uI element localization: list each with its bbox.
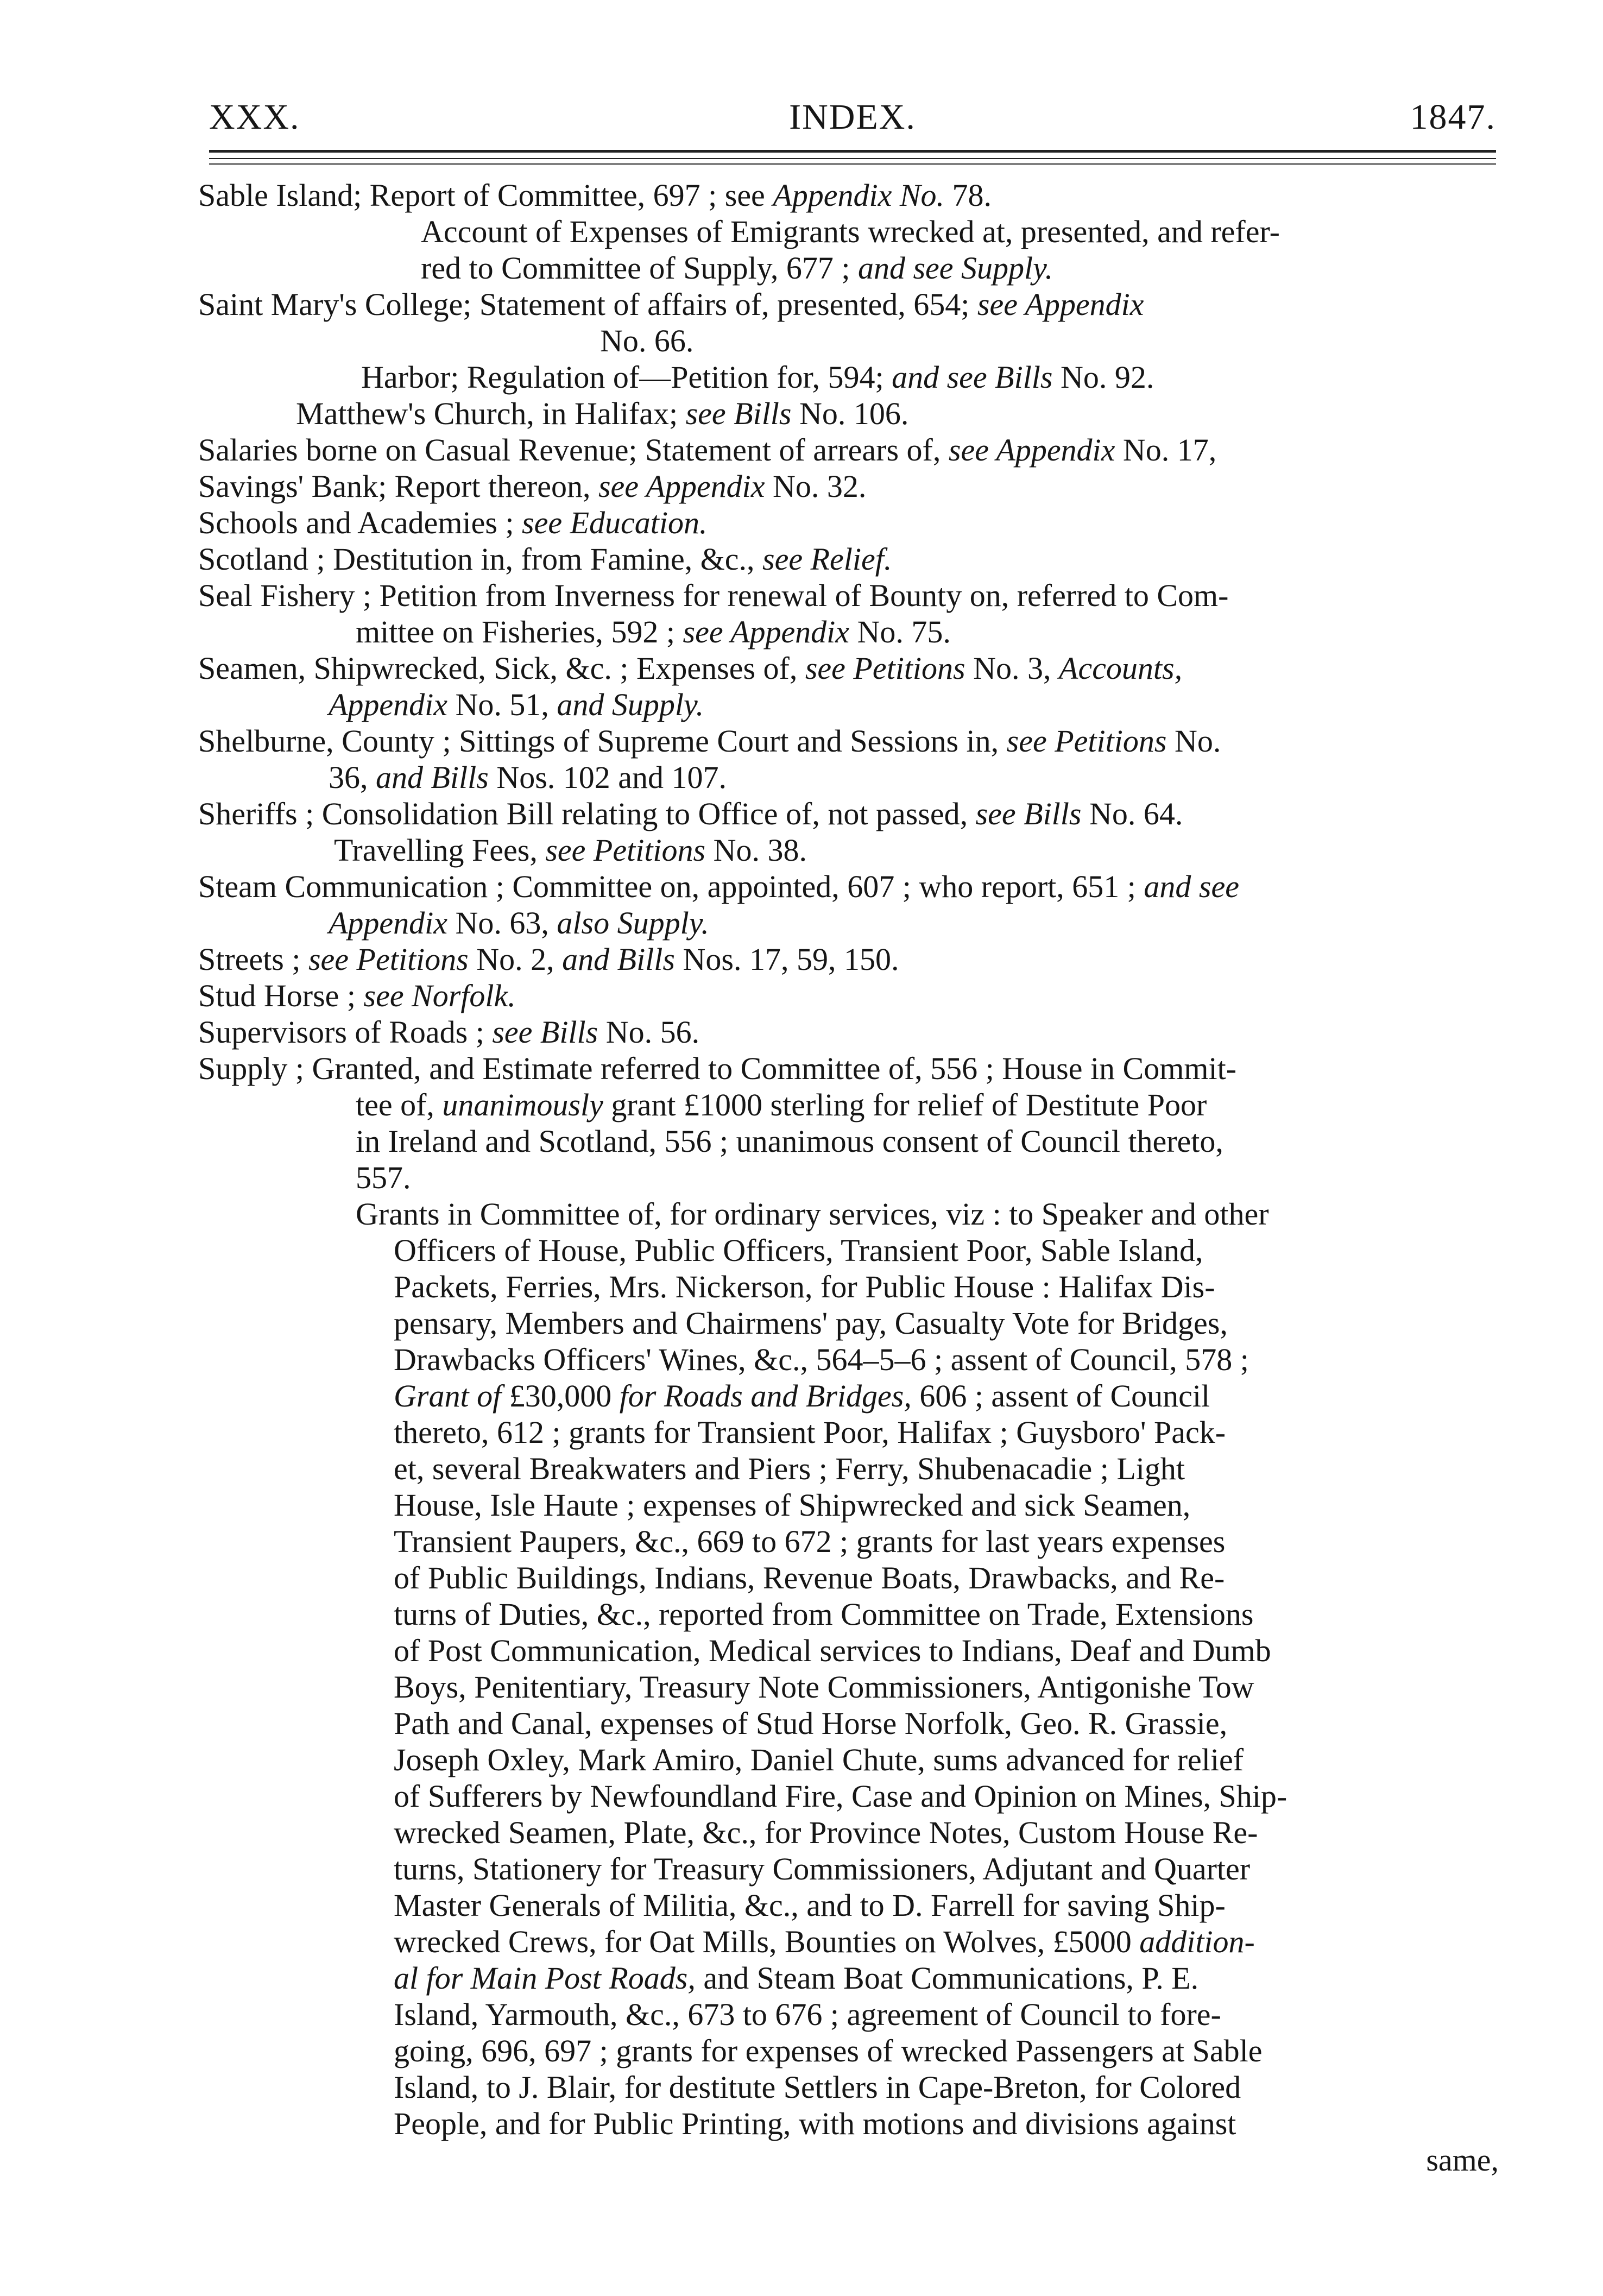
index-line: [198, 177, 1499, 213]
italic-reference: and Bills: [376, 760, 489, 795]
italic-reference: see Appendix: [948, 432, 1115, 468]
entry-text: Sheriffs ; Consolidation Bill relating to Office of, not passed,: [198, 796, 976, 831]
entry-text: Steam Communication ; Committee on, appointed, 607 ; who report, 651 ;: [198, 869, 1144, 904]
italic-reference: see Petitions: [308, 942, 469, 977]
entry-text: 606 ; assent of Council: [911, 1378, 1210, 1414]
index-line: [198, 2033, 1499, 2069]
entry-text: Harbor; Regulation of—Petition for, 594;: [361, 359, 892, 395]
index-line: [198, 941, 1499, 977]
entry-text: Supervisors of Roads ;: [198, 1014, 493, 1050]
entry-text: turns of Duties, &c., reported from Committee on Trade, Extensions: [394, 1597, 1254, 1632]
page-title: INDEX.: [789, 97, 916, 137]
index-line: [198, 2105, 1499, 2142]
entry-text: tee of,: [356, 1087, 443, 1122]
entry-text: No. 63,: [447, 905, 557, 941]
entry-text: and Steam Boat Communications, P. E.: [695, 1960, 1199, 1996]
entry-text: Nos. 102 and 107.: [488, 760, 727, 795]
entry-text: No. 51,: [447, 687, 557, 722]
entry-text: No. 66.: [600, 323, 694, 358]
index-line: [198, 2142, 1499, 2178]
index-line: [198, 323, 1499, 359]
entry-text: Path and Canal, expenses of Stud Horse Norfolk, Geo. R. Grassie,: [394, 1706, 1228, 1741]
index-line: [198, 1050, 1499, 1087]
index-line: [198, 504, 1499, 541]
entry-text: pensary, Members and Chairmens' pay, Casualty Vote for Bridges,: [394, 1305, 1228, 1341]
index-line: [198, 2069, 1499, 2105]
index-entries: [198, 177, 1499, 2178]
index-line: [198, 1669, 1499, 1705]
index-line: [198, 468, 1499, 504]
page-number: XXX.: [209, 97, 300, 137]
entry-text: Sable Island; Report of Committee, 697 ; see: [198, 178, 773, 213]
entry-text: Matthew's Church, in Halifax;: [296, 396, 686, 431]
index-line: [198, 796, 1499, 832]
index-line: [198, 286, 1499, 323]
index-line: [198, 1414, 1499, 1450]
index-line: [198, 1196, 1499, 1232]
index-line: [198, 1269, 1499, 1305]
entry-text: No. 2,: [468, 942, 563, 977]
entry-text: No. 32.: [765, 469, 867, 504]
index-line: [198, 1305, 1499, 1341]
entry-text: Master Generals of Militia, &c., and to D. Farrell for saving Ship-: [394, 1888, 1226, 1923]
italic-reference: see Petitions: [545, 832, 706, 868]
entry-text: No. 3,: [965, 651, 1059, 686]
index-line: [198, 723, 1499, 759]
italic-reference: also Supply.: [557, 905, 709, 941]
index-line: [198, 1014, 1499, 1050]
index-line: [198, 686, 1499, 723]
italic-reference: see Appendix: [977, 287, 1144, 322]
index-line: [198, 250, 1499, 286]
entry-text: of Public Buildings, Indians, Revenue Boats, Drawbacks, and Re-: [394, 1560, 1225, 1595]
italic-reference: see Bills: [492, 1014, 598, 1050]
entry-text: No. 38.: [705, 832, 807, 868]
index-line: [198, 1814, 1499, 1851]
index-line: [198, 1851, 1499, 1887]
entry-text: Supply ; Granted, and Estimate referred to Committee of, 556 ; House in Commit-: [198, 1051, 1237, 1086]
entry-text: wrecked Crews, for Oat Mills, Bounties on Wolves, £5000: [394, 1924, 1140, 1959]
header-rule: [209, 158, 1496, 159]
entry-text: Travelling Fees,: [334, 832, 546, 868]
index-line: [198, 614, 1499, 650]
index-line: [198, 1378, 1499, 1414]
entry-text: No. 64.: [1081, 796, 1183, 831]
entry-text: Shelburne, County ; Sittings of Supreme Court and Sessions in,: [198, 723, 1007, 759]
entry-text: Boys, Penitentiary, Treasury Note Commissioners, Antigonishe Tow: [394, 1669, 1254, 1705]
entry-text: People, and for Public Printing, with motions and divisions against: [394, 2106, 1236, 2141]
entry-text: wrecked Seamen, Plate, &c., for Province Notes, Custom House Re-: [394, 1815, 1258, 1850]
entry-text: Officers of House, Public Officers, Transient Poor, Sable Island,: [394, 1233, 1203, 1268]
index-line: [198, 1450, 1499, 1487]
index-line: [198, 1087, 1499, 1123]
italic-reference: see Appendix: [683, 614, 850, 649]
italic-reference: see Bills: [975, 796, 1082, 831]
entry-text: House, Isle Haute ; expenses of Shipwrecked and sick Seamen,: [394, 1487, 1191, 1523]
entry-text: Stud Horse ;: [198, 978, 364, 1013]
index-line: [198, 1705, 1499, 1742]
entry-text: et, several Breakwaters and Piers ; Ferry, Shubenacadie ; Light: [394, 1451, 1185, 1486]
italic-reference: see Education.: [522, 505, 708, 540]
italic-reference: addition-: [1139, 1924, 1255, 1959]
index-line: [198, 541, 1499, 577]
entry-text: Seamen, Shipwrecked, Sick, &c. ; Expenses of,: [198, 651, 805, 686]
index-line: [198, 1923, 1499, 1960]
entry-text: of Sufferers by Newfoundland Fire, Case and Opinion on Mines, Ship-: [394, 1778, 1288, 1814]
italic-reference: see Bills: [685, 396, 792, 431]
index-line: [198, 1742, 1499, 1778]
italic-reference: and see Bills: [892, 359, 1053, 395]
entry-text: in Ireland and Scotland, 556 ; unanimous consent of Council thereto,: [356, 1124, 1223, 1159]
header-rule: [209, 150, 1496, 153]
entry-text: Grants in Committee of, for ordinary services, viz : to Speaker and other: [356, 1196, 1269, 1232]
italic-reference: Accounts,: [1059, 651, 1183, 686]
entry-text: No. 92.: [1052, 359, 1154, 395]
index-line: [198, 832, 1499, 868]
entry-text: 557.: [356, 1160, 411, 1195]
entry-text: Scotland ; Destitution in, from Famine, &c.,: [198, 541, 763, 577]
entry-text: Joseph Oxley, Mark Amiro, Daniel Chute, sums advanced for relief: [394, 1742, 1244, 1777]
entry-text: No. 75.: [849, 614, 951, 649]
entry-text: Seal Fishery ; Petition from Inverness for renewal of Bounty on, referred to Com-: [198, 578, 1229, 613]
italic-reference: Appendix No.: [773, 178, 945, 213]
index-line: [198, 977, 1499, 1014]
entry-text: turns, Stationery for Treasury Commissioners, Adjutant and Quarter: [394, 1851, 1251, 1887]
index-line: [198, 1778, 1499, 1814]
entry-text: No. 106.: [791, 396, 909, 431]
index-line: [198, 1596, 1499, 1632]
entry-text: No.: [1166, 723, 1221, 759]
index-line: [198, 1996, 1499, 2033]
index-line: [198, 1487, 1499, 1523]
entry-text: 78.: [944, 178, 992, 213]
running-header: [209, 97, 1496, 140]
entry-text: going, 696, 697 ; grants for expenses of wrecked Passengers at Sable: [394, 2033, 1263, 2068]
italic-reference: see Norfolk.: [363, 978, 516, 1013]
entry-text: Saint Mary's College; Statement of affairs of, presented, 654;: [198, 287, 977, 322]
entry-text: thereto, 612 ; grants for Transient Poor, Halifax ; Guysboro' Pack-: [394, 1415, 1226, 1450]
italic-reference: see Petitions: [1006, 723, 1167, 759]
index-line: [198, 1523, 1499, 1560]
index-line: [198, 359, 1499, 395]
index-line: [198, 1341, 1499, 1378]
italic-reference: al for Main Post Roads,: [394, 1960, 696, 1996]
index-line: [198, 1159, 1499, 1196]
italic-reference: Appendix: [329, 687, 448, 722]
entry-text: Savings' Bank; Report thereon,: [198, 469, 598, 504]
index-line: [198, 213, 1499, 250]
entry-text: Transient Paupers, &c., 669 to 672 ; grants for last years expenses: [394, 1524, 1226, 1559]
index-line: [198, 650, 1499, 686]
entry-text: Drawbacks Officers' Wines, &c., 564–5–6 ; assent of Council, 578 ;: [394, 1342, 1249, 1377]
italic-reference: and Supply.: [557, 687, 704, 722]
entry-text: Packets, Ferries, Mrs. Nickerson, for Public House : Halifax Dis-: [394, 1269, 1215, 1304]
index-line: [198, 1960, 1499, 1996]
entry-text: 36,: [329, 760, 376, 795]
index-line: [198, 1887, 1499, 1923]
index-line: [198, 1560, 1499, 1596]
italic-reference: and see Supply.: [857, 250, 1053, 286]
entry-text: of Post Communication, Medical services to Indians, Deaf and Dumb: [394, 1633, 1271, 1668]
index-line: [198, 432, 1499, 468]
entry-text: £30,000: [501, 1378, 620, 1414]
index-line: [198, 905, 1499, 941]
italic-reference: Grant of: [394, 1378, 502, 1414]
index-line: [198, 1232, 1499, 1269]
index-line: [198, 868, 1499, 905]
entry-text: Account of Expenses of Emigrants wrecked at, presented, and refer-: [421, 214, 1280, 249]
italic-reference: see Appendix: [598, 469, 765, 504]
index-line: [198, 1632, 1499, 1669]
index-line: [198, 1123, 1499, 1159]
year: 1847.: [1410, 97, 1496, 137]
entry-text: Island, Yarmouth, &c., 673 to 676 ; agreement of Council to fore-: [394, 1997, 1221, 2032]
index-line: [198, 577, 1499, 614]
italic-reference: and see: [1144, 869, 1239, 904]
italic-reference: for Roads and Bridges,: [619, 1378, 912, 1414]
index-line: [198, 759, 1499, 796]
italic-reference: and Bills: [562, 942, 675, 977]
index-line: [198, 395, 1499, 432]
entry-text: No. 17,: [1115, 432, 1217, 468]
italic-reference: see Petitions: [805, 651, 965, 686]
italic-reference: unanimously: [442, 1087, 603, 1122]
entry-text: Island, to J. Blair, for destitute Settlers in Cape-Breton, for Colored: [394, 2070, 1241, 2105]
entry-text: Streets ;: [198, 942, 308, 977]
entry-text: Salaries borne on Casual Revenue; Statement of arrears of,: [198, 432, 949, 468]
entry-text: red to Committee of Supply, 677 ;: [421, 250, 858, 286]
entry-text: Nos. 17, 59, 150.: [674, 942, 899, 977]
entry-text: No. 56.: [598, 1014, 700, 1050]
italic-reference: Appendix: [329, 905, 448, 941]
entry-text: grant £1000 sterling for relief of Destitute Poor: [603, 1087, 1207, 1122]
header-rule: [209, 163, 1496, 165]
entry-text: mittee on Fisheries, 592 ;: [356, 614, 683, 649]
entry-text: same,: [1426, 2142, 1499, 2178]
entry-text: Schools and Academies ;: [198, 505, 522, 540]
italic-reference: see Relief.: [762, 541, 892, 577]
